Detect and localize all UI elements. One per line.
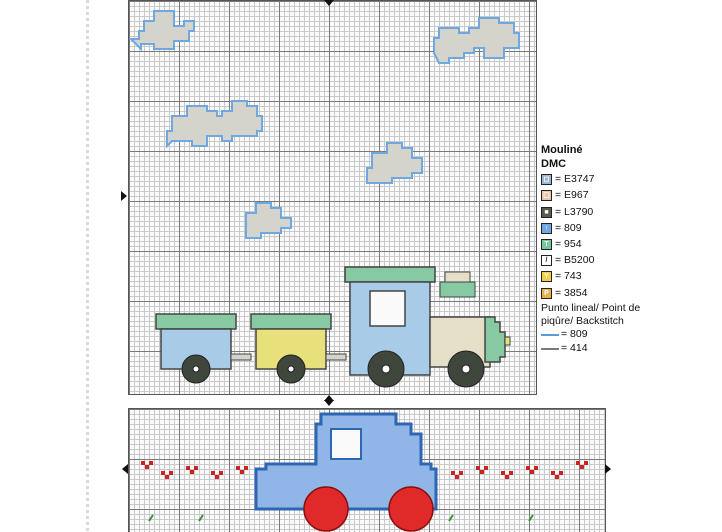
legend-line-row — [541, 342, 651, 356]
cloud-1 — [131, 11, 194, 49]
chart-train — [128, 0, 537, 395]
chart-car — [128, 408, 606, 532]
legend-title-line2: DMC — [541, 158, 567, 171]
legend-symbol-icon: Y — [541, 271, 552, 282]
center-marker-left — [121, 191, 127, 201]
car-pattern-svg — [129, 409, 605, 532]
legend-symbol-icon: ◻ — [541, 174, 552, 185]
legend-color-label: = E967 — [555, 189, 589, 202]
backstitch-heading: Punto lineal/ Point de piqûre/ Backstitch — [541, 302, 641, 327]
legend-color-row — [541, 253, 651, 269]
cloud-3 — [167, 101, 262, 146]
backstitch-line-icon — [541, 348, 559, 350]
legend-line-label: = 809 — [561, 328, 588, 341]
backstitch-line-icon — [541, 334, 559, 336]
legend-color-label: = 3854 — [555, 286, 588, 299]
legend-color-row — [541, 188, 651, 204]
thread-legend — [541, 143, 651, 356]
train-pattern-svg — [129, 1, 536, 394]
legend-title-line1: Mouliné — [541, 144, 583, 156]
legend-line-list — [541, 328, 651, 356]
legend-color-label: = E3747 — [555, 173, 595, 186]
legend-color-row — [541, 269, 651, 285]
legend-line-label: = 414 — [561, 342, 588, 355]
legend-color-list — [541, 172, 651, 302]
legend-symbol-icon: ■ — [541, 207, 552, 218]
center-marker-top — [324, 0, 334, 6]
center-marker-car-left — [122, 464, 128, 474]
legend-color-label: = 954 — [555, 238, 582, 251]
legend-color-row — [541, 220, 651, 236]
legend-color-label: = 809 — [555, 221, 582, 234]
legend-color-row — [541, 285, 651, 301]
legend-color-row — [541, 172, 651, 188]
legend-symbol-icon: / — [541, 255, 552, 266]
cloud-4 — [367, 143, 422, 183]
legend-line-row — [541, 328, 651, 342]
legend-symbol-icon: T — [541, 239, 552, 250]
cloud-2 — [434, 18, 519, 63]
page-binding-edge — [86, 0, 89, 531]
center-marker-car-right — [605, 464, 611, 474]
legend-color-label: = L3790 — [555, 205, 594, 218]
cloud-5 — [246, 203, 291, 238]
legend-symbol-icon: P — [541, 288, 552, 299]
legend-color-label: = B5200 — [555, 254, 595, 267]
center-marker-car-top — [324, 400, 334, 406]
legend-color-label: = 743 — [555, 270, 582, 283]
train-locomotive — [345, 267, 510, 375]
legend-color-row — [541, 236, 651, 252]
legend-symbol-icon: ↑ — [541, 223, 552, 234]
legend-symbol-icon: ▢ — [541, 190, 552, 201]
legend-color-row — [541, 204, 651, 220]
